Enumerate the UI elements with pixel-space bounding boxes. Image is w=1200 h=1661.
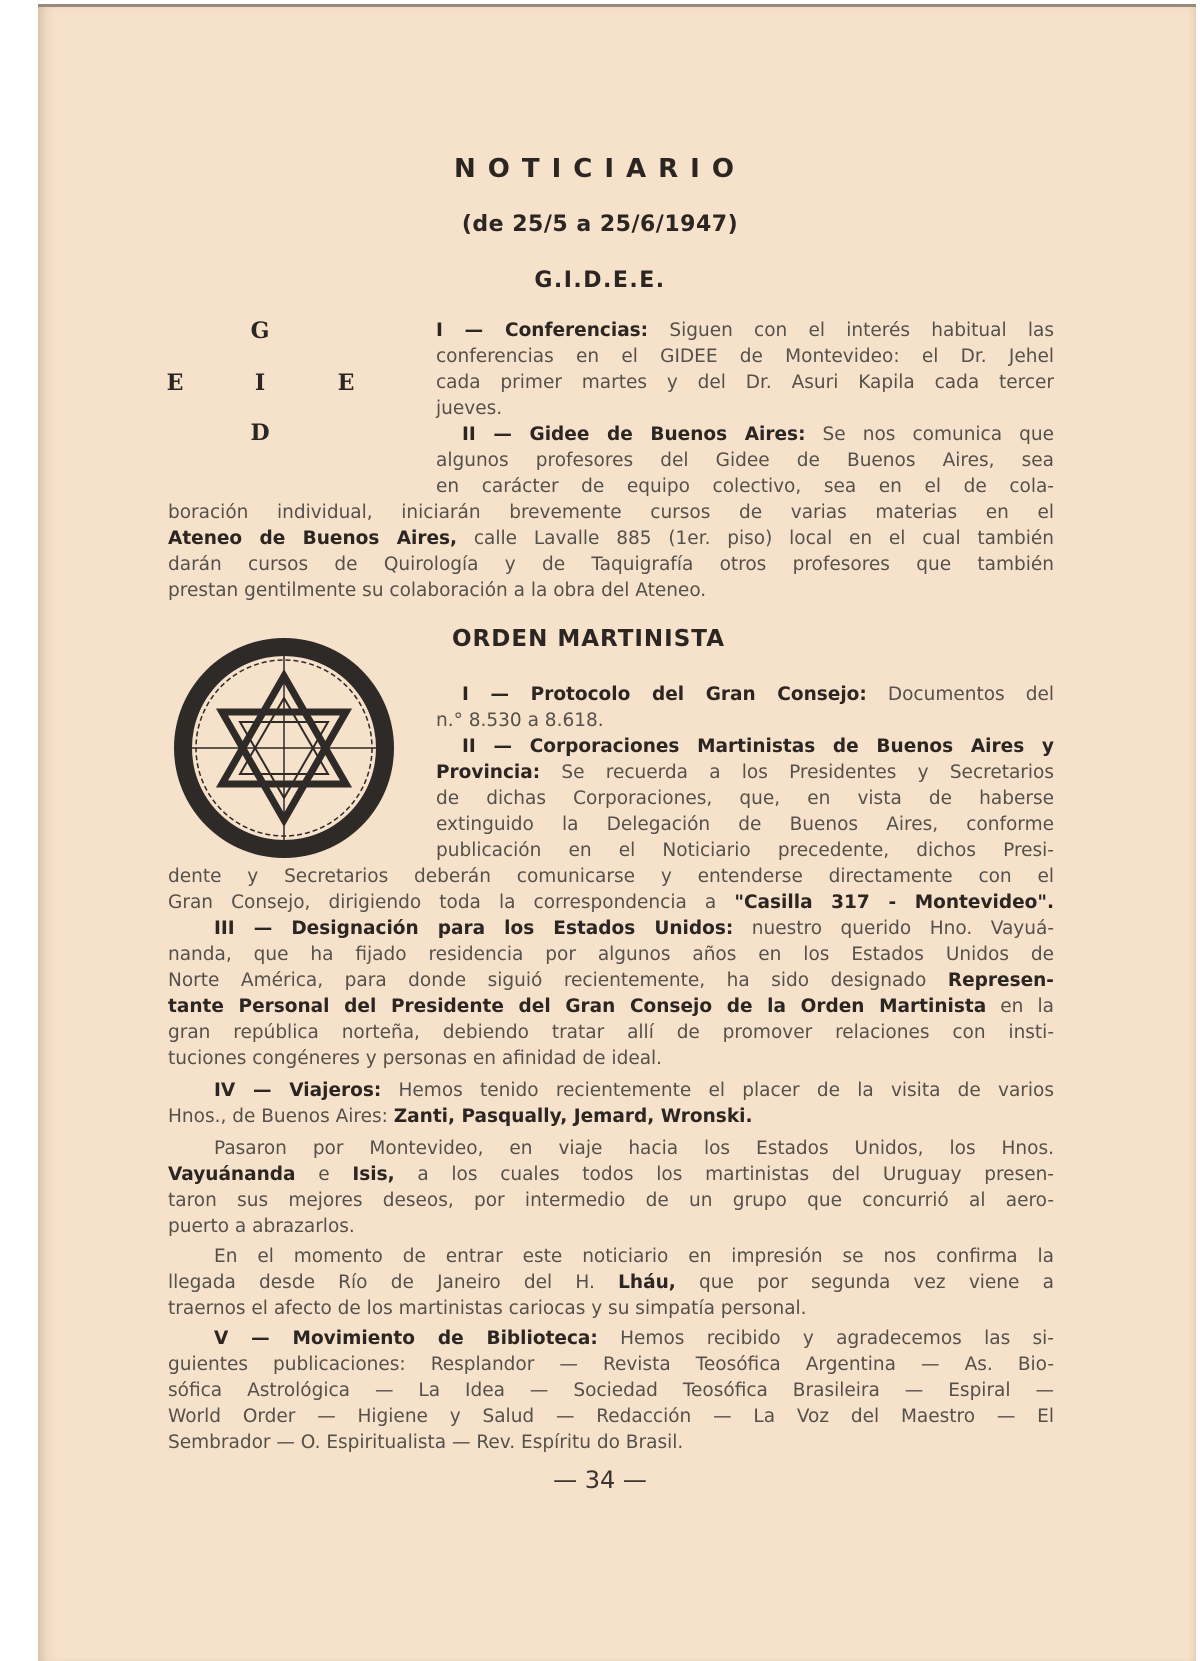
- text-span: e: [318, 1164, 330, 1185]
- paragraph-line: Sembrador — O. Espiritualista — Rev. Espíritu do Brasil.: [168, 1432, 684, 1453]
- text-span: Hemos tenido recientemente el placer de la visita de varios: [398, 1080, 1055, 1101]
- text-span: Siguen con el interés habitual las: [669, 320, 1054, 341]
- text-span: calle Lavalle 885 (1er. piso) local en el cual también: [473, 528, 1055, 549]
- section-heading-gidee: G.I.D.E.E.: [534, 268, 666, 293]
- bold-phrase: Vayuánanda: [168, 1164, 296, 1185]
- paragraph-line: En el momento de entrar este noticiario en impresión se nos confirma la: [214, 1246, 1054, 1267]
- text-span: que por segunda vez viene a: [699, 1272, 1054, 1293]
- paragraph-label: II — Corporaciones Martinistas de Buenos Aires y: [462, 736, 1054, 757]
- text-span: Se nos comunica que: [822, 424, 1054, 445]
- paragraph-label: I — Conferencias:: [436, 320, 649, 341]
- paragraph-line: de dichas Corporaciones, que, en vista de haberse: [436, 788, 1054, 809]
- bold-phrase: Represen-: [947, 970, 1054, 991]
- text-span: Gran Consejo, dirigiendo toda la correspondencia a: [168, 892, 717, 913]
- paragraph-line: gran república norteña, debiendo tratar allí de promover relaciones con insti-: [168, 1022, 1054, 1043]
- paragraph-label: V — Movimiento de Biblioteca:: [214, 1328, 598, 1349]
- text-span: Hnos., de Buenos Aires:: [168, 1106, 388, 1127]
- paragraph-line: n.° 8.530 a 8.618.: [436, 710, 604, 731]
- text-span: nuestro querido Hno. Vayuá-: [751, 918, 1054, 939]
- bold-phrase: Lháu,: [618, 1272, 676, 1293]
- paragraph-line: conferencias en el GIDEE de Montevideo: el Dr. Jehel: [436, 346, 1054, 367]
- paragraph-line: traernos el afecto de los martinistas cariocas y su simpatía personal.: [168, 1298, 807, 1319]
- paragraph-label: III — Designación para los Estados Unidos:: [214, 918, 734, 939]
- paragraph-label: I — Protocolo del Gran Consejo:: [462, 684, 867, 705]
- cross-letter-top: G: [250, 318, 270, 344]
- text-span: en la: [1000, 996, 1054, 1017]
- paragraph-line: [462, 422, 1054, 448]
- paragraph-line: [168, 890, 1054, 916]
- paragraph-line: puerto a abrazarlos.: [168, 1216, 355, 1237]
- paragraph-line: guientes publicaciones: Resplandor — Revista Teosófica Argentina — As. Bio-: [168, 1354, 1054, 1375]
- paragraph-line: [168, 1104, 753, 1130]
- paragraph-line: sófica Astrológica — La Idea — Sociedad Teosófica Brasileira — Espiral —: [168, 1380, 1054, 1401]
- bold-phrase: Ateneo de Buenos Aires,: [168, 528, 458, 549]
- cross-letter-center: I: [254, 370, 266, 396]
- paragraph-line: extinguido la Delegación de Buenos Aires, conforme: [436, 814, 1054, 835]
- bold-phrase: Provincia:: [436, 762, 541, 783]
- paragraph-line: World Order — Higiene y Salud — Redacción — La Voz del Maestro — El: [168, 1406, 1054, 1427]
- paragraph-line: [214, 1078, 1054, 1104]
- paragraph-line: [168, 526, 1054, 552]
- paragraph-line: [436, 760, 1054, 786]
- paragraph-line: publicación en el Noticiario precedente, dichos Presi-: [436, 840, 1054, 861]
- text-span: Documentos del: [887, 684, 1054, 705]
- paragraph-line: [436, 318, 1054, 344]
- text-span: llegada desde Río de Janeiro del H.: [168, 1272, 595, 1293]
- cross-letter-left: E: [166, 370, 184, 396]
- paragraph-line: en carácter de equipo colectivo, sea en el de cola-: [436, 476, 1054, 497]
- cross-letter-bottom: D: [250, 420, 270, 446]
- paragraph-line: [168, 1270, 1054, 1296]
- paragraph-label: II — Gidee de Buenos Aires:: [462, 424, 806, 445]
- page-number: — 34 —: [553, 1466, 647, 1494]
- paragraph-line: darán cursos de Quirología y de Taquigrafía otros profesores que también: [168, 554, 1054, 575]
- cross-letter-right: E: [337, 370, 355, 396]
- paragraph-line: [462, 682, 1054, 708]
- paragraph-line: cada primer martes y del Dr. Asuri Kapila cada tercer: [436, 372, 1054, 393]
- paragraph-line: boración individual, iniciarán brevemente cursos de varias materias en el: [168, 502, 1054, 523]
- scan-margin: [0, 0, 38, 1658]
- text-span: Se recuerda a los Presidentes y Secretarios: [561, 762, 1054, 783]
- section-heading-martinista: ORDEN MARTINISTA: [452, 626, 726, 652]
- bold-phrase: Isis,: [352, 1164, 395, 1185]
- bold-phrase: Zanti, Pasqually, Jemard, Wronski.: [393, 1106, 753, 1127]
- paragraph-line: [168, 1162, 1054, 1188]
- paragraph-line: jueves.: [436, 398, 503, 419]
- paragraph-line: [168, 968, 1054, 994]
- paragraph-line: dente y Secretarios deberán comunicarse y entenderse directamente con el: [168, 866, 1054, 887]
- text-span: a los cuales todos los martinistas del Uruguay presen-: [417, 1164, 1054, 1185]
- bold-phrase: "Casilla 317 - Montevideo".: [734, 892, 1055, 913]
- paragraph-line: [214, 1326, 1054, 1352]
- text-span: Hemos recibido y agradecemos las si-: [620, 1328, 1054, 1349]
- paragraph-line: [168, 994, 1054, 1020]
- paragraph-line: taron sus mejores deseos, por intermedio de un grupo que concurrió al aero-: [168, 1190, 1054, 1211]
- page-title: NOTICIARIO: [454, 154, 746, 184]
- paragraph-line: prestan gentilmente su colaboración a la obra del Ateneo.: [168, 580, 707, 601]
- text-span: Norte América, para donde siguió recientemente, ha sido designado: [168, 970, 927, 991]
- martinist-seal-emblem: [168, 636, 400, 860]
- bold-phrase: tante Personal del Presidente del Gran Consejo de la Orden Martinista: [168, 996, 987, 1017]
- paragraph-line: tuciones congéneres y personas en afinidad de ideal.: [168, 1048, 663, 1069]
- paragraph-line: algunos profesores del Gidee de Buenos Aires, sea: [436, 450, 1054, 471]
- paragraph-line: [214, 916, 1054, 942]
- paragraph-line: [462, 734, 1054, 760]
- date-range: (de 25/5 a 25/6/1947): [461, 212, 739, 237]
- paragraph-label: IV — Viajeros:: [214, 1080, 382, 1101]
- paragraph-line: nanda, que ha fijado residencia por algunos años en los Estados Unidos de: [168, 944, 1054, 965]
- paragraph-line: Pasaron por Montevideo, en viaje hacia los Estados Unidos, los Hnos.: [214, 1138, 1054, 1159]
